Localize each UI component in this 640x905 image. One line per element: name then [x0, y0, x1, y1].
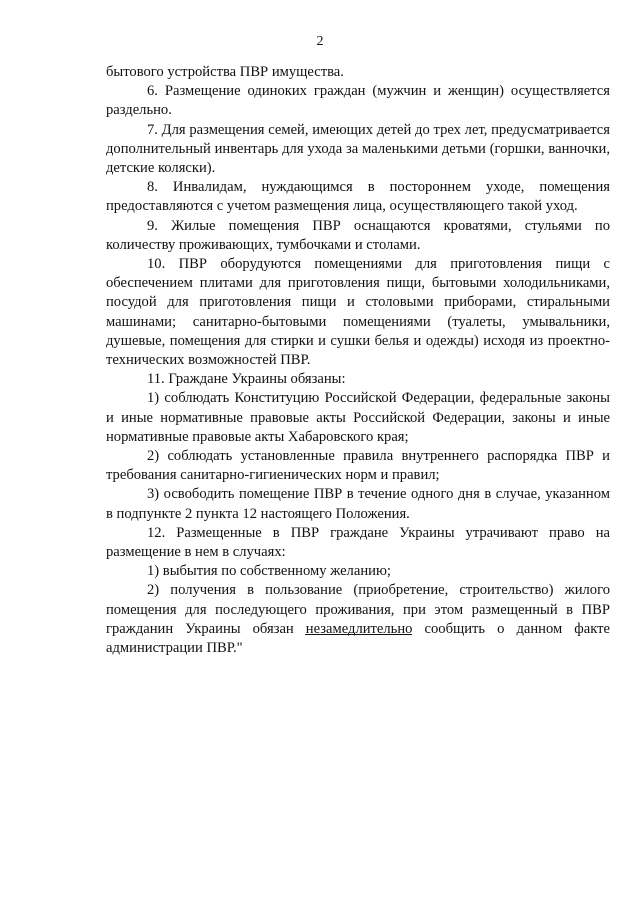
- paragraph-item-11: 11. Граждане Украины обязаны:: [147, 371, 346, 388]
- document-body: [106, 63, 610, 658]
- paragraph-item-7: 7. Для размещения семей, имеющих детей до трех лет, предусматривается дополнительный инвентарь для ухода за маленькими детьми (горшки, ванночки, детские коляски).: [106, 121, 610, 177]
- paragraph-item-11-sub-1: 1) соблюдать Конституцию Российской Федерации, федеральные законы и иные нормативные правовые акты Российской Федерации, законы и иные нормативные правовые акты Хабаровского края;: [106, 390, 610, 445]
- paragraph-item-9: 9. Жилые помещения ПВР оснащаются кроватями, стульями по количеству проживающих, тумбочками и столами.: [106, 217, 610, 253]
- paragraph-item-11-sub-3: 3) освободить помещение ПВР в течение одного дня в случае, указанном в подпункте 2 пункта 12 настоящего Положения.: [106, 486, 610, 522]
- end-of-document-rule: [305, 634, 412, 635]
- paragraph-item-6: 6. Размещение одиноких граждан (мужчин и женщин) осуществляется раздельно.: [106, 83, 610, 119]
- paragraph-item-8: 8. Инвалидам, нуждающимся в постороннем уходе, помещения предоставляются с учетом размещения лица, осуществляющего такой уход.: [106, 179, 610, 215]
- paragraph-item-10: 10. ПВР оборудуются помещениями для приготовления пищи с обеспечением плитами для приготовления пищи, бытовыми холодильниками, посудой для приготовления пищи и столовыми приборами, стиральными машинами; санитарно-бытовыми помещениями (туалеты, умывальники, душевые, помещения для стирки и сушки белья и одежды) исходя из проектно-технических возможностей ПВР.: [106, 256, 610, 369]
- paragraph-continuation: бытового устройства ПВР имущества.: [106, 64, 344, 80]
- paragraph-item-12-sub-2: 2) получения в пользование (приобретение, строительство) жилого помещения для последующего проживания, при этом размещенный в ПВР гражданин Украины обязан незамедлительно сообщить о данном факте администрации ПВР.": [106, 582, 610, 657]
- page-number: 2: [316, 34, 324, 49]
- paragraph-item-12-sub-1: 1) выбытия по собственному желанию;: [147, 563, 391, 580]
- paragraph-item-12: 12. Размещенные в ПВР граждане Украины утрачивают право на размещение в нем в случаях:: [106, 524, 610, 561]
- paragraph-item-11-sub-2: 2) соблюдать установленные правила внутреннего распорядка ПВР и требования санитарно-гигиенических норм и правил;: [106, 448, 610, 484]
